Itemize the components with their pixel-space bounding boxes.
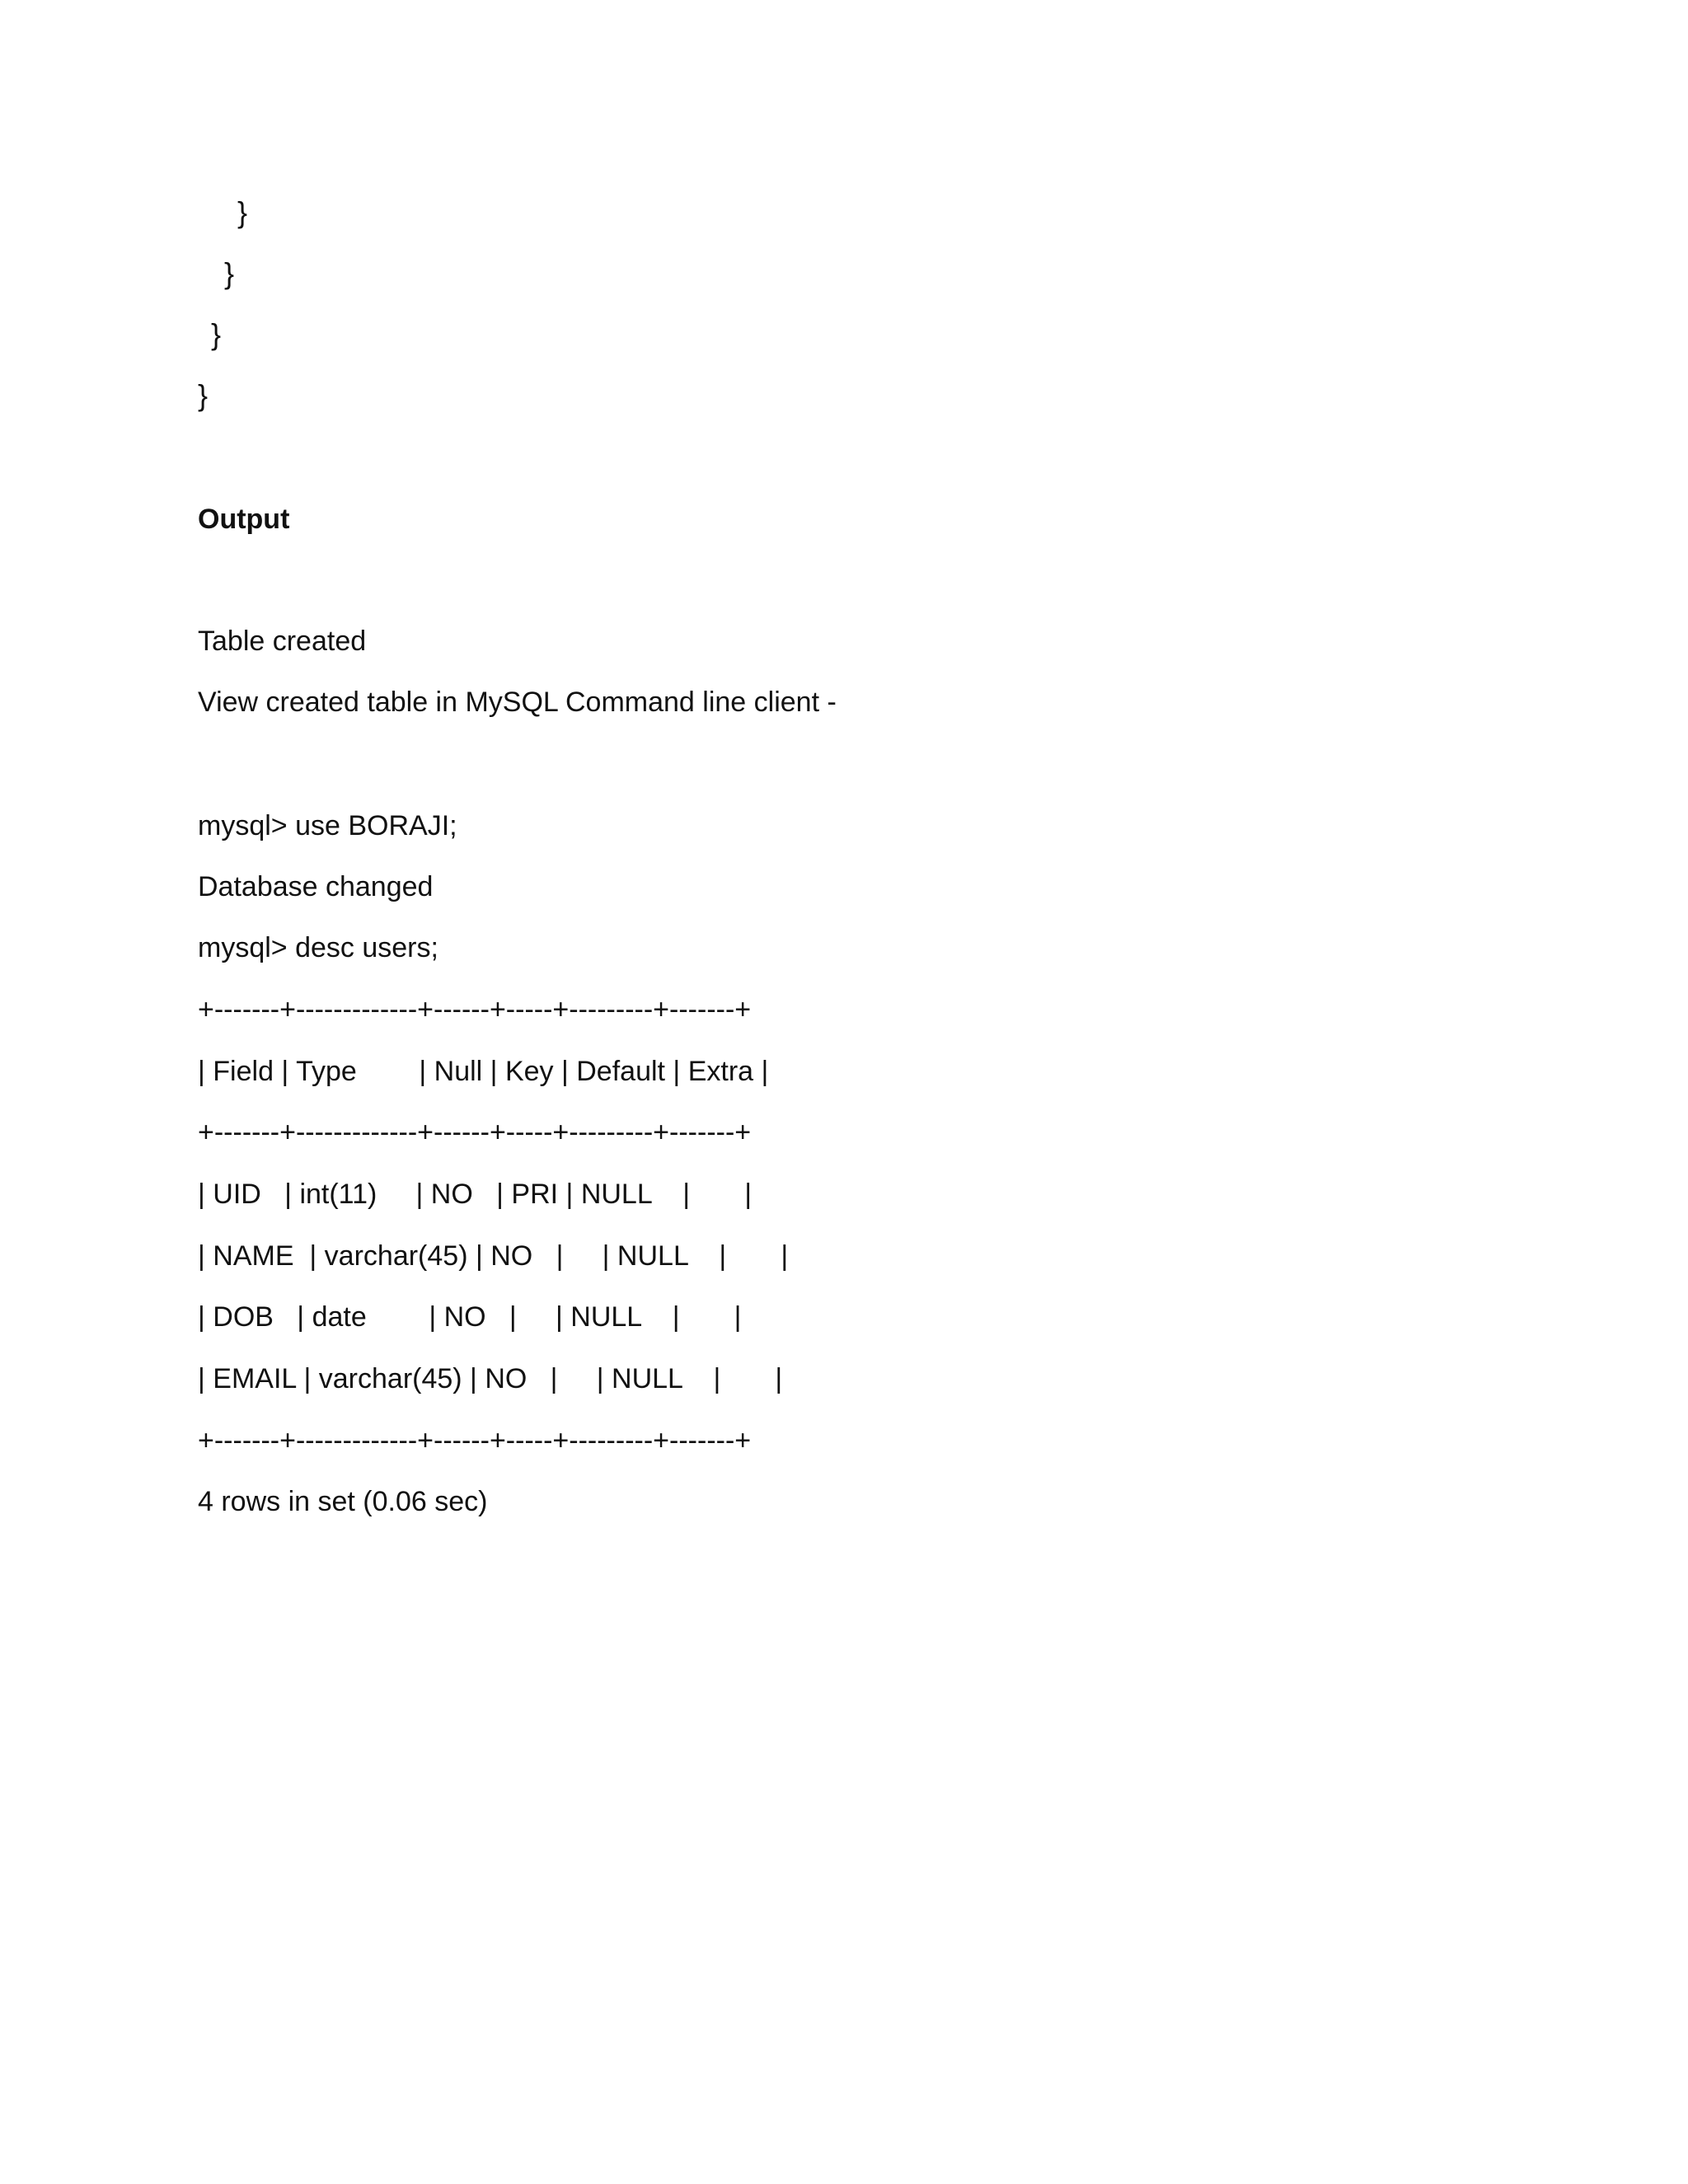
closing-brace: } <box>224 256 235 290</box>
console-summary: 4 rows in set (0.06 sec) <box>198 1486 488 1517</box>
closing-brace: } <box>198 378 209 412</box>
console-command-desc: mysql> desc users; <box>198 932 438 963</box>
table-header-row: | Field | Type | Null | Key | Default | Extra | <box>198 1056 769 1087</box>
table-created-text: Table created <box>198 626 367 657</box>
table-border-mid: +-------+-------------+------+-----+---------+-------+ <box>198 1117 752 1148</box>
table-border-bottom: +-------+-------------+------+-----+---------+-------+ <box>198 1425 752 1456</box>
table-row-uid: | UID | int(11) | NO | PRI | NULL | | <box>198 1179 753 1210</box>
console-database-changed: Database changed <box>198 871 434 902</box>
view-instruction-text: View created table in MySQL Command line client - <box>198 687 837 718</box>
console-command-use: mysql> use BORAJI; <box>198 810 457 841</box>
table-row-email: | EMAIL | varchar(45) | NO | | NULL | | <box>198 1363 783 1394</box>
closing-brace: } <box>237 195 248 229</box>
output-heading: Output <box>198 504 290 535</box>
table-border-top: +-------+-------------+------+-----+---------+-------+ <box>198 994 752 1025</box>
closing-brace: } <box>211 317 222 351</box>
table-row-dob: | DOB | date | NO | | NULL | | <box>198 1301 742 1333</box>
table-row-name: | NAME | varchar(45) | NO | | NULL | | <box>198 1240 789 1272</box>
